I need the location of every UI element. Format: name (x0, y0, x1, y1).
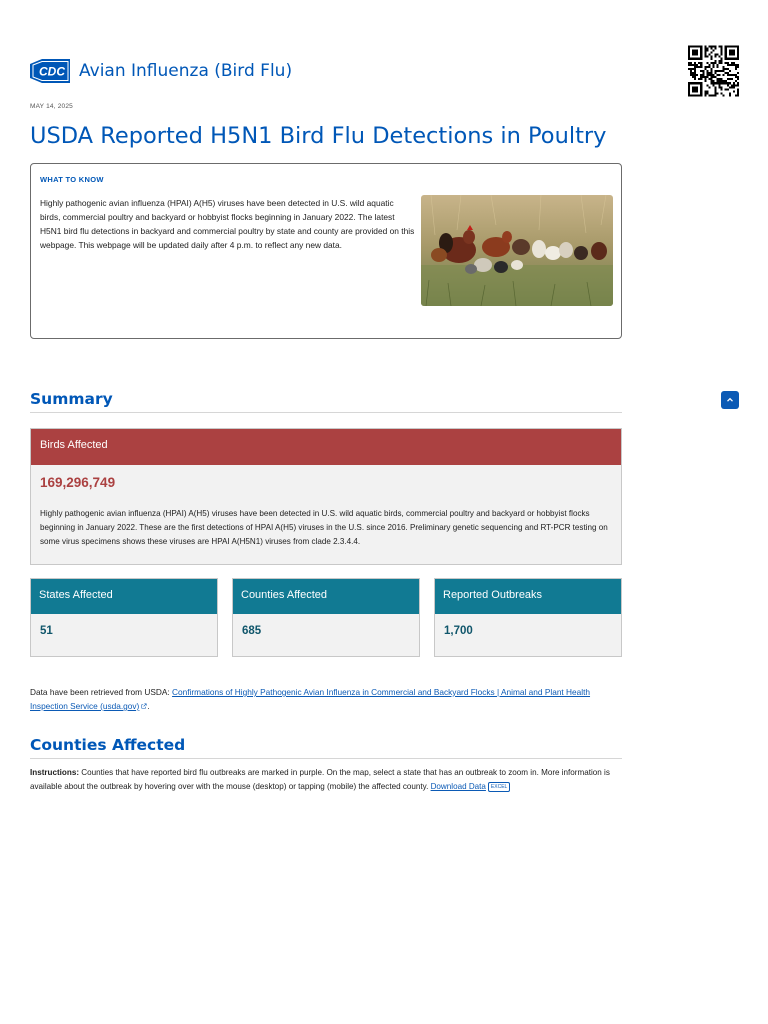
reported-outbreaks-value: 1,700 (444, 625, 473, 637)
counties-divider (30, 758, 622, 759)
counties-affected-heading: Counties Affected (30, 736, 186, 754)
page-title: USDA Reported H5N1 Bird Flu Detections in Poultry (30, 123, 607, 149)
reported-outbreaks-card (434, 578, 622, 657)
what-to-know-label: WHAT TO KNOW (40, 175, 104, 184)
download-data-link[interactable]: Download Data (430, 782, 486, 791)
birds-affected-label: Birds Affected (31, 429, 621, 465)
back-to-top-button[interactable] (721, 391, 739, 409)
usda-confirmations-link[interactable]: Confirmations of Highly Pathogenic Avian Influenza in Commercial and Backyard Flocks | Animal and Plant Health Inspection Service (usda.gov) (30, 687, 591, 711)
birds-affected-value: 169,296,749 (40, 475, 116, 490)
what-to-know-text: Highly pathogenic avian influenza (HPAI) A(H5) viruses have been detected in U.S. wild aquatic birds, commercial poultry and backyard or hobbyist flocks beginning in January 2022. The latest H5N1 bird flu detections in backyard and commercial poultry by state and county are provided on this webpage. This webpage will be updated daily after 4 p.m. to reflect any new data. (40, 198, 415, 250)
birds-affected-card (30, 428, 622, 565)
instructions-text: Counties that have reported bird flu outbreaks are marked in purple. On the map, select a state that has an outbreak to zoom in. More information is available about the outbreak by hovering over with the mouse (desktop) or tapping (mobile) the affected county. (30, 768, 610, 791)
data-source-note (30, 685, 630, 713)
summary-divider (30, 412, 622, 413)
states-affected-card (30, 578, 218, 657)
birds-affected-description: Highly pathogenic avian influenza (HPAI) A(H5) viruses have been detected in U.S. wild aquatic birds, commercial poultry and backyard or hobbyist flocks beginning in January 2022. These are the first detections of HPAI A(H5) viruses in the U.S. since 2016. Preliminary genetic sequencing and RT-PCR testing on some virus specimens shows these viruses are HPAI A(H5N1) viruses from clade 2.3.4.4. (40, 509, 608, 546)
excel-badge: EXCEL (488, 782, 510, 792)
states-affected-label: States Affected (31, 579, 217, 614)
qr-code-icon (688, 45, 739, 97)
reported-outbreaks-label: Reported Outbreaks (435, 579, 621, 614)
svg-text:CDC: CDC (39, 64, 65, 79)
poultry-photo (421, 195, 613, 306)
states-affected-value: 51 (40, 625, 53, 637)
instructions-label: Instructions: (30, 768, 80, 777)
map-instructions (30, 766, 622, 794)
counties-affected-card (232, 578, 420, 657)
source-prefix: Data have been retrieved from USDA: (30, 687, 173, 697)
site-header (30, 58, 292, 84)
counties-affected-label: Counties Affected (233, 579, 419, 614)
site-title[interactable]: Avian Influenza (Bird Flu) (79, 61, 293, 81)
summary-heading: Summary (30, 390, 113, 408)
publish-date: MAY 14, 2025 (30, 103, 73, 110)
counties-affected-value: 685 (242, 625, 262, 637)
cdc-logo[interactable] (30, 58, 70, 84)
source-suffix: . (147, 701, 150, 711)
chevron-up-icon (725, 395, 735, 405)
what-to-know-box (30, 163, 622, 339)
